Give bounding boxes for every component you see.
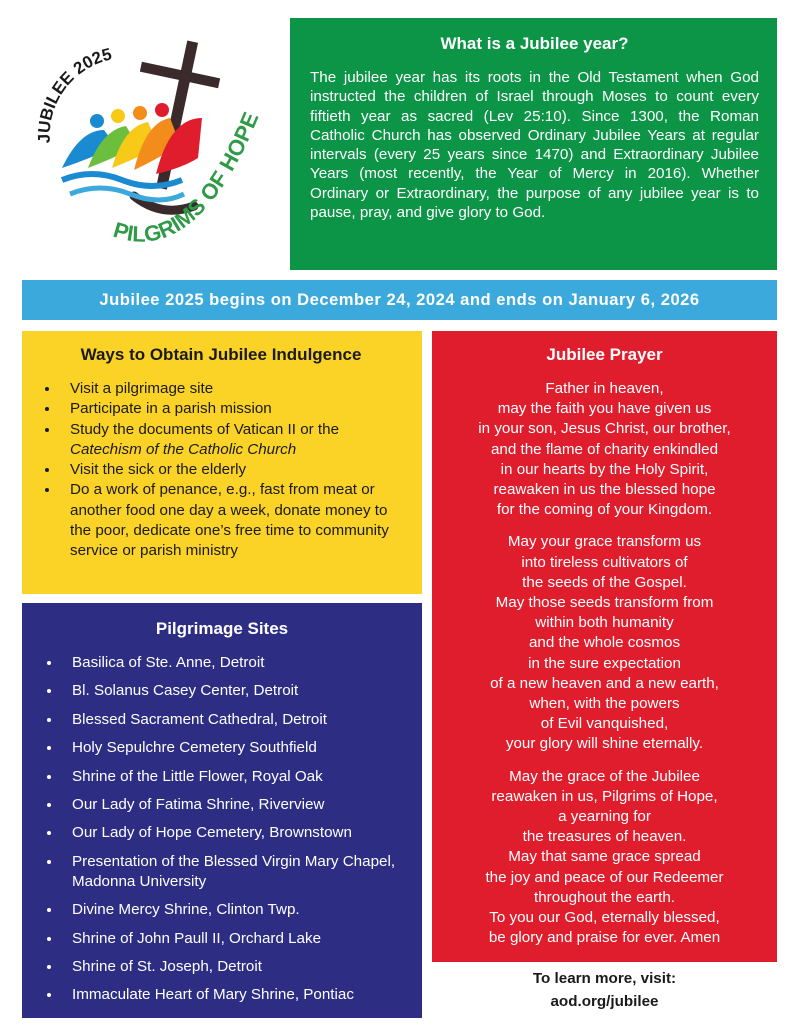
list-item: • Participate in a parish mission xyxy=(60,399,408,419)
list-item: • Holy Sepulchre Cemetery Southfield xyxy=(62,738,410,758)
list-item: • Our Lady of Hope Cemetery, Brownstown xyxy=(62,823,410,843)
list-item: • Basilica of Ste. Anne, Detroit xyxy=(62,653,410,673)
logo-tagline: PILGRIMS OF HOPE xyxy=(110,108,264,247)
list-item: • Blessed Sacrament Cathedral, Detroit xyxy=(62,710,410,730)
list-item: • Do a work of penance, e.g., fast from meat or another food one day a week, donate money to the poor, dedicate one’s free time to community service or parish ministry xyxy=(60,480,408,561)
list-item: • Visit the sick or the elderly xyxy=(60,460,408,480)
list-item: • Shrine of John Paull II, Orchard Lake xyxy=(62,929,410,949)
prayer-stanza: May your grace transform us into tireless cultivators of the seeds of the Gospel. May those seeds transform from within both humanity and the whole cosmos in the sure expectation of a new heaven and a new earth, when, with the powers of Evil vanquished, your glory will shine eternally. xyxy=(490,533,719,753)
list-item: • Divine Mercy Shrine, Clinton Twp. xyxy=(62,900,410,920)
pilgrimage-sites-list xyxy=(34,653,410,1005)
what-is-jubilee-title: What is a Jubilee year? xyxy=(440,34,629,53)
banner-text: Jubilee 2025 begins on December 24, 2024 and ends on January 6, 2026 xyxy=(99,290,700,309)
list-item: • Presentation of the Blessed Virgin Mary Chapel, Madonna University xyxy=(62,852,410,892)
pilgrims-of-hope-logo-graphic xyxy=(22,18,277,276)
list-item-text: Study the documents of Vatican II or the xyxy=(70,420,340,438)
prayer-stanza: Father in heaven, may the faith you have given us in your son, Jesus Christ, our brother, and the flame of charity enkindled in our hearts by the Holy Spirit, reawaken in us the blessed hope for the coming of your Kingdom. xyxy=(478,380,731,519)
indulgence-list xyxy=(34,379,408,562)
what-is-jubilee-panel xyxy=(290,18,777,270)
logo-arc-text: JUBILEE 2025 xyxy=(34,44,114,144)
list-item: • Immaculate Heart of Mary Shrine, Pontiac xyxy=(62,985,410,1005)
catechism-title: Catechism of the Catholic Church xyxy=(70,440,297,458)
what-is-jubilee-body: The jubilee year has its roots in the Old Testament when God instructed the children of Israel through Moses to count every fiftieth year as sacred (Lev 25:10). Since 1300, the Roman Catholic Church has observed Ordinary Jubilee Years at regular intervals (every 25 years since 1470) and Extraordinary Jubilee Years (most recently, the Year of Mercy in 2016). Whether Ordinary or Extraordinary, the purpose of any jubilee year is to pause, pray, and give glory to God. xyxy=(310,69,759,222)
indulgence-panel xyxy=(22,331,422,594)
list-item: • Shrine of the Little Flower, Royal Oak xyxy=(62,767,410,787)
jubilee-prayer-panel xyxy=(432,331,777,962)
learn-more-text: To learn more, visit: xyxy=(532,970,677,987)
pilgrimage-sites-title: Pilgrimage Sites xyxy=(155,619,289,638)
list-item: • Our Lady of Fatima Shrine, Riverview xyxy=(62,795,410,815)
jubilee-link[interactable]: aod.org/jubilee xyxy=(550,993,659,1010)
learn-more-footer xyxy=(432,967,777,1017)
list-item xyxy=(60,420,408,461)
indulgence-title: Ways to Obtain Jubilee Indulgence xyxy=(80,345,362,364)
prayer-stanza: May the grace of the Jubilee reawaken in us, Pilgrims of Hope, a yearning for the treasures of heaven. May that same grace spread the joy and peace of our Redeemer throughout the earth. To you our God, eternally blessed, be glory and praise for ever. Amen xyxy=(485,767,724,947)
jubilee-dates-banner xyxy=(22,280,777,320)
list-item: • Visit a pilgrimage site xyxy=(60,379,408,399)
jubilee-logo xyxy=(22,18,277,276)
pilgrimage-sites-panel xyxy=(22,603,422,1018)
list-item: • Shrine of St. Joseph, Detroit xyxy=(62,957,410,977)
jubilee-prayer-title: Jubilee Prayer xyxy=(546,345,663,364)
list-item: • Bl. Solanus Casey Center, Detroit xyxy=(62,681,410,701)
